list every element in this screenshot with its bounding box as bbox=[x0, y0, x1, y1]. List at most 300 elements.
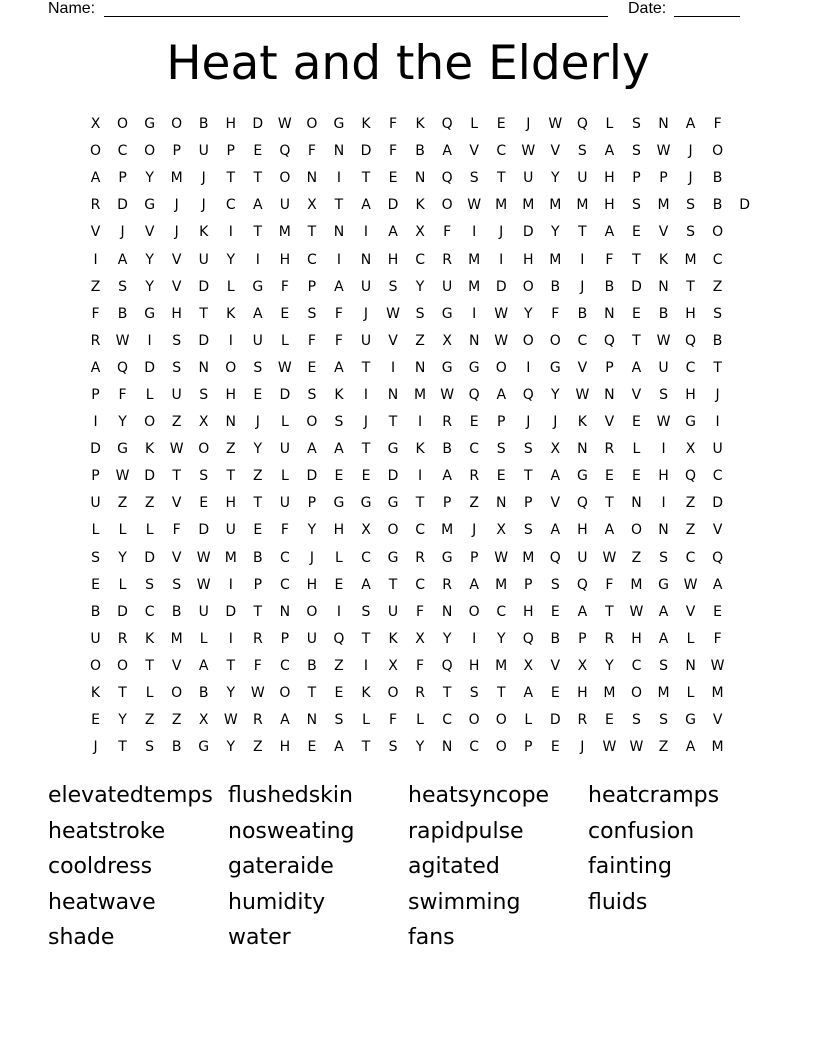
grid-cell: I bbox=[472, 630, 477, 647]
grid-cell: J bbox=[363, 414, 369, 431]
grid-cell: V bbox=[550, 495, 561, 512]
grid-cell: D bbox=[387, 197, 399, 214]
grid-cell: W bbox=[521, 143, 536, 160]
grid-cell: J bbox=[580, 278, 585, 295]
grid-cell: F bbox=[280, 522, 289, 539]
grid-cell: A bbox=[90, 170, 101, 187]
grid-cell: I bbox=[93, 414, 98, 431]
grid-cell: Z bbox=[253, 468, 263, 485]
grid-cell: C bbox=[415, 251, 425, 268]
grid-cell: U bbox=[198, 251, 209, 268]
grid-cell: W bbox=[386, 305, 400, 322]
grid-cell: T bbox=[686, 278, 695, 295]
grid-cell: L bbox=[362, 712, 370, 729]
grid-cell: J bbox=[688, 170, 693, 187]
grid-cell: O bbox=[144, 414, 156, 431]
grid-cell: V bbox=[631, 386, 642, 403]
grid-cell: S bbox=[388, 278, 398, 295]
grid-cell: T bbox=[632, 251, 641, 268]
grid-cell: R bbox=[577, 712, 588, 729]
grid-cell: Y bbox=[226, 251, 236, 268]
name-field-line[interactable] bbox=[104, 16, 608, 17]
grid-cell: G bbox=[144, 116, 156, 133]
grid-cell: J bbox=[174, 197, 179, 214]
grid-cell: N bbox=[604, 305, 615, 322]
grid-cell: H bbox=[577, 685, 588, 702]
grid-cell: L bbox=[280, 468, 289, 485]
grid-cell: B bbox=[90, 603, 101, 620]
word-list-item: elevatedtemps bbox=[48, 783, 213, 808]
grid-cell: Q bbox=[576, 116, 588, 133]
grid-cell: T bbox=[388, 576, 398, 593]
grid-cell: T bbox=[605, 495, 614, 512]
grid-cell: N bbox=[198, 359, 209, 376]
grid-cell: U bbox=[225, 522, 236, 539]
grid-cell: O bbox=[712, 143, 724, 160]
grid-cell: M bbox=[170, 170, 183, 187]
grid-cell: H bbox=[225, 386, 237, 403]
word-list-item: gateraide bbox=[228, 854, 334, 879]
grid-cell: S bbox=[469, 685, 479, 702]
grid-cell: V bbox=[658, 224, 669, 241]
grid-cell: R bbox=[604, 630, 615, 647]
grid-cell: C bbox=[361, 549, 371, 566]
grid-cell: W bbox=[683, 576, 698, 593]
grid-cell: C bbox=[469, 441, 480, 458]
grid-row bbox=[82, 192, 758, 219]
grid-cell: D bbox=[117, 603, 128, 620]
grid-cell: M bbox=[468, 251, 481, 268]
grid-cell: E bbox=[604, 712, 614, 729]
grid-cell: F bbox=[307, 143, 316, 160]
grid-cell: N bbox=[495, 495, 507, 512]
grid-cell: W bbox=[656, 332, 671, 349]
grid-cell: T bbox=[578, 224, 587, 241]
grid-cell: J bbox=[120, 224, 125, 241]
grid-cell: J bbox=[93, 739, 98, 756]
grid-cell: Y bbox=[415, 278, 425, 295]
grid-cell: M bbox=[441, 522, 454, 539]
grid-cell: H bbox=[631, 630, 642, 647]
grid-cell: J bbox=[688, 143, 693, 160]
grid-cell: E bbox=[91, 712, 100, 729]
grid-cell: S bbox=[145, 576, 155, 593]
grid-cell: W bbox=[629, 739, 644, 756]
grid-cell: U bbox=[252, 332, 263, 349]
grid-cell: X bbox=[685, 441, 696, 458]
grid-cell: Y bbox=[551, 224, 560, 241]
grid-cell: P bbox=[632, 170, 641, 187]
grid-cell: P bbox=[524, 739, 533, 756]
grid-cell: U bbox=[279, 197, 290, 214]
grid-cell: G bbox=[360, 495, 372, 512]
grid-cell: M bbox=[711, 685, 724, 702]
grid-row bbox=[82, 653, 758, 680]
grid-cell: N bbox=[360, 251, 372, 268]
grid-cell: O bbox=[468, 603, 480, 620]
grid-cell: T bbox=[334, 197, 344, 214]
grid-cell: Q bbox=[441, 116, 453, 133]
grid-cell: N bbox=[468, 332, 480, 349]
grid-cell: F bbox=[334, 332, 343, 349]
word-list-item: fans bbox=[408, 925, 455, 950]
grid-cell: C bbox=[685, 359, 696, 376]
grid-cell: S bbox=[659, 386, 668, 403]
grid-row bbox=[82, 274, 758, 301]
grid-cell: I bbox=[228, 630, 233, 647]
grid-cell: V bbox=[712, 522, 723, 539]
grid-cell: N bbox=[387, 386, 399, 403]
grid-cell: T bbox=[307, 224, 317, 241]
grid-cell: U bbox=[279, 441, 290, 458]
grid-row bbox=[82, 409, 758, 436]
grid-cell: X bbox=[496, 522, 507, 539]
grid-cell: F bbox=[389, 143, 398, 160]
grid-cell: D bbox=[495, 278, 507, 295]
grid-cell: L bbox=[632, 441, 641, 458]
grid-cell: Z bbox=[144, 712, 155, 729]
grid-cell: F bbox=[551, 305, 560, 322]
grid-cell: E bbox=[632, 224, 641, 241]
grid-cell: P bbox=[307, 495, 317, 512]
grid-cell: C bbox=[144, 603, 155, 620]
grid-cell: G bbox=[252, 278, 264, 295]
grid-cell: R bbox=[252, 630, 263, 647]
grid-row bbox=[82, 165, 758, 192]
grid-cell: K bbox=[334, 386, 344, 403]
grid-cell: Y bbox=[605, 657, 614, 674]
grid-cell: O bbox=[495, 739, 507, 756]
grid-cell: Q bbox=[441, 657, 453, 674]
word-list bbox=[48, 780, 768, 958]
grid-cell: C bbox=[307, 251, 317, 268]
grid-cell: Z bbox=[631, 549, 642, 566]
grid-cell: W bbox=[494, 305, 509, 322]
grid-cell: X bbox=[388, 657, 398, 674]
grid-cell: T bbox=[496, 685, 506, 702]
grid-cell: O bbox=[225, 359, 237, 376]
grid-cell: X bbox=[198, 414, 209, 431]
grid-cell: O bbox=[441, 197, 453, 214]
grid-cell: N bbox=[414, 359, 426, 376]
grid-cell: I bbox=[255, 251, 260, 268]
grid-cell: A bbox=[253, 197, 263, 214]
grid-cell: S bbox=[632, 143, 641, 160]
grid-cell: V bbox=[171, 657, 182, 674]
grid-cell: W bbox=[277, 359, 292, 376]
grid-cell: E bbox=[550, 603, 560, 620]
grid-cell: H bbox=[279, 251, 291, 268]
grid-cell: R bbox=[90, 197, 101, 214]
grid-row bbox=[82, 517, 758, 544]
grid-cell: W bbox=[223, 712, 238, 729]
grid-cell: D bbox=[360, 143, 372, 160]
grid-cell: T bbox=[226, 170, 236, 187]
grid-cell: B bbox=[550, 278, 561, 295]
grid-cell: O bbox=[549, 332, 561, 349]
grid-cell: G bbox=[441, 359, 453, 376]
grid-row bbox=[82, 626, 758, 653]
grid-cell: A bbox=[604, 224, 615, 241]
grid-cell: W bbox=[575, 386, 590, 403]
grid-cell: M bbox=[522, 549, 535, 566]
grid-cell: S bbox=[307, 386, 317, 403]
grid-cell: A bbox=[469, 576, 479, 593]
word-list-item: shade bbox=[48, 925, 115, 950]
grid-cell: S bbox=[632, 712, 641, 729]
grid-cell: O bbox=[630, 522, 642, 539]
grid-row bbox=[82, 138, 758, 165]
grid-cell: H bbox=[604, 197, 615, 214]
grid-cell: N bbox=[685, 657, 696, 674]
grid-cell: L bbox=[226, 278, 235, 295]
grid-cell: H bbox=[685, 386, 696, 403]
grid-cell: G bbox=[576, 468, 588, 485]
grid-cell: S bbox=[388, 739, 398, 756]
grid-cell: Y bbox=[145, 278, 154, 295]
word-list-item: flushedskin bbox=[228, 783, 353, 808]
grid-cell: H bbox=[387, 251, 399, 268]
grid-cell: P bbox=[226, 143, 235, 160]
grid-cell: I bbox=[418, 414, 423, 431]
word-list-item: heatsyncope bbox=[408, 783, 550, 808]
grid-cell: M bbox=[170, 630, 183, 647]
grid-cell: F bbox=[253, 657, 262, 674]
grid-cell: D bbox=[387, 468, 399, 485]
grid-cell: S bbox=[469, 170, 479, 187]
grid-cell: W bbox=[196, 576, 211, 593]
grid-cell: R bbox=[604, 441, 615, 458]
grid-cell: A bbox=[550, 522, 561, 539]
grid-cell: T bbox=[226, 657, 236, 674]
grid-cell: Q bbox=[685, 332, 697, 349]
grid-cell: I bbox=[228, 224, 233, 241]
grid-cell: Z bbox=[658, 739, 669, 756]
grid-cell: G bbox=[685, 712, 696, 729]
grid-cell: N bbox=[604, 386, 615, 403]
grid-cell: N bbox=[658, 116, 669, 133]
word-list-item: confusion bbox=[588, 818, 695, 844]
word-list-item: fainting bbox=[588, 854, 672, 879]
grid-cell: V bbox=[144, 224, 155, 241]
date-field-line[interactable] bbox=[674, 16, 740, 17]
word-list-item: agitated bbox=[408, 854, 500, 879]
grid-cell: J bbox=[526, 116, 531, 133]
grid-cell: O bbox=[279, 170, 291, 187]
grid-cell: E bbox=[307, 359, 317, 376]
grid-cell: R bbox=[117, 630, 128, 647]
grid-cell: Z bbox=[90, 278, 101, 295]
grid-cell: O bbox=[198, 441, 210, 458]
grid-cell: F bbox=[713, 630, 722, 647]
grid-cell: I bbox=[390, 359, 396, 376]
grid-cell: C bbox=[415, 522, 425, 539]
grid-cell: W bbox=[196, 549, 211, 566]
grid-cell: I bbox=[661, 441, 666, 458]
grid-cell: C bbox=[496, 603, 507, 620]
grid-cell: W bbox=[548, 116, 563, 133]
grid-cell: E bbox=[199, 495, 209, 512]
grid-cell: V bbox=[577, 359, 588, 376]
grid-cell: C bbox=[442, 712, 453, 729]
grid-cell: K bbox=[199, 224, 209, 241]
grid-cell: F bbox=[605, 576, 614, 593]
grid-cell: L bbox=[416, 712, 424, 729]
grid-cell: A bbox=[117, 251, 128, 268]
grid-cell: K bbox=[577, 414, 587, 431]
grid-cell: O bbox=[495, 712, 507, 729]
grid-cell: W bbox=[440, 386, 455, 403]
grid-cell: N bbox=[306, 170, 318, 187]
grid-cell: E bbox=[550, 739, 560, 756]
grid-cell: X bbox=[523, 657, 534, 674]
grid-cell: O bbox=[279, 685, 291, 702]
grid-cell: G bbox=[387, 549, 399, 566]
grid-cell: G bbox=[144, 305, 156, 322]
grid-cell: F bbox=[307, 332, 316, 349]
grid-cell: Y bbox=[118, 549, 127, 566]
grid-cell: D bbox=[198, 522, 210, 539]
grid-cell: A bbox=[631, 359, 642, 376]
grid-cell: P bbox=[307, 278, 317, 295]
grid-cell: B bbox=[415, 143, 425, 160]
grid-cell: Q bbox=[468, 386, 480, 403]
grid-cell: R bbox=[442, 576, 452, 593]
grid-cell: K bbox=[145, 630, 155, 647]
grid-cell: I bbox=[580, 251, 585, 268]
grid-cell: W bbox=[656, 143, 671, 160]
grid-cell: H bbox=[333, 522, 345, 539]
grid-cell: F bbox=[389, 116, 398, 133]
grid-cell: O bbox=[522, 278, 534, 295]
grid-cell: R bbox=[252, 712, 263, 729]
grid-cell: D bbox=[252, 116, 264, 133]
grid-cell: D bbox=[306, 468, 318, 485]
grid-cell: E bbox=[604, 468, 614, 485]
grid-row bbox=[82, 463, 758, 490]
grid-cell: Y bbox=[551, 386, 560, 403]
grid-cell: I bbox=[363, 386, 369, 403]
grid-cell: E bbox=[632, 305, 641, 322]
grid-cell: Q bbox=[522, 630, 534, 647]
grid-cell: G bbox=[658, 576, 669, 593]
grid-cell: O bbox=[468, 712, 480, 729]
grid-cell: B bbox=[550, 630, 561, 647]
grid-cell: A bbox=[334, 441, 344, 458]
grid-cell: B bbox=[171, 739, 182, 756]
grid-cell: U bbox=[306, 630, 318, 647]
grid-cell: F bbox=[91, 305, 100, 322]
grid-cell: P bbox=[253, 576, 263, 593]
grid-cell: A bbox=[90, 359, 101, 376]
grid-cell: R bbox=[442, 414, 452, 431]
grid-cell: L bbox=[280, 414, 289, 431]
grid-cell: S bbox=[334, 414, 344, 431]
grid-cell: T bbox=[307, 685, 317, 702]
grid-cell: B bbox=[198, 116, 209, 133]
grid-cell: N bbox=[658, 278, 669, 295]
grid-cell: O bbox=[712, 224, 724, 241]
grid-cell: I bbox=[336, 170, 342, 187]
grid-cell: S bbox=[91, 549, 100, 566]
grid-cell: S bbox=[145, 739, 155, 756]
grid-cell: E bbox=[388, 170, 398, 187]
letter-grid bbox=[82, 111, 758, 761]
grid-cell: Z bbox=[415, 332, 425, 349]
grid-cell: T bbox=[605, 603, 614, 620]
grid-cell: R bbox=[469, 468, 480, 485]
grid-cell: K bbox=[388, 630, 398, 647]
grid-cell: B bbox=[604, 278, 615, 295]
grid-cell: A bbox=[685, 739, 696, 756]
grid-cell: G bbox=[441, 305, 453, 322]
grid-cell: I bbox=[472, 305, 477, 322]
grid-cell: F bbox=[443, 224, 452, 241]
grid-cell: J bbox=[715, 386, 720, 403]
grid-cell: Q bbox=[685, 468, 697, 485]
grid-cell: B bbox=[442, 441, 452, 458]
grid-cell: Y bbox=[496, 630, 506, 647]
grid-cell: J bbox=[255, 414, 260, 431]
grid-cell: M bbox=[711, 739, 724, 756]
grid-cell: I bbox=[526, 359, 531, 376]
grid-cell: U bbox=[360, 332, 372, 349]
grid-cell: O bbox=[495, 359, 507, 376]
grid-cell: S bbox=[415, 305, 425, 322]
grid-cell: X bbox=[361, 522, 371, 539]
grid-cell: I bbox=[228, 332, 233, 349]
grid-cell: V bbox=[90, 224, 101, 241]
grid-cell: V bbox=[685, 603, 696, 620]
grid-cell: P bbox=[469, 549, 479, 566]
header bbox=[48, 0, 748, 20]
grid-row bbox=[82, 680, 758, 707]
word-list-item: cooldress bbox=[48, 854, 153, 879]
grid-cell: H bbox=[577, 522, 588, 539]
grid-cell: P bbox=[524, 576, 533, 593]
grid-cell: L bbox=[280, 332, 289, 349]
grid-cell: T bbox=[523, 468, 533, 485]
grid-cell: G bbox=[333, 116, 345, 133]
grid-cell: M bbox=[576, 197, 589, 214]
grid-cell: M bbox=[657, 197, 670, 214]
grid-cell: A bbox=[712, 576, 723, 593]
grid-cell: S bbox=[577, 143, 587, 160]
grid-cell: D bbox=[198, 278, 210, 295]
grid-cell: M bbox=[522, 197, 535, 214]
grid-cell: T bbox=[388, 414, 398, 431]
grid-cell: Z bbox=[253, 739, 263, 756]
word-list-item: humidity bbox=[228, 889, 326, 915]
grid-cell: F bbox=[172, 522, 181, 539]
grid-cell: U bbox=[387, 603, 399, 620]
grid-cell: A bbox=[658, 603, 669, 620]
grid-cell: D bbox=[90, 441, 101, 458]
grid-cell: D bbox=[144, 468, 155, 485]
grid-cell: A bbox=[280, 712, 290, 729]
grid-cell: Y bbox=[415, 739, 425, 756]
grid-cell: O bbox=[144, 143, 156, 160]
grid-cell: T bbox=[361, 359, 371, 376]
grid-cell: Z bbox=[171, 712, 182, 729]
grid-cell: F bbox=[280, 278, 289, 295]
grid-cell: H bbox=[523, 251, 534, 268]
grid-cell: A bbox=[388, 224, 398, 241]
grid-cell: M bbox=[549, 251, 562, 268]
grid-cell: Y bbox=[226, 739, 236, 756]
grid-cell: N bbox=[333, 143, 345, 160]
grid-cell: Q bbox=[712, 549, 724, 566]
